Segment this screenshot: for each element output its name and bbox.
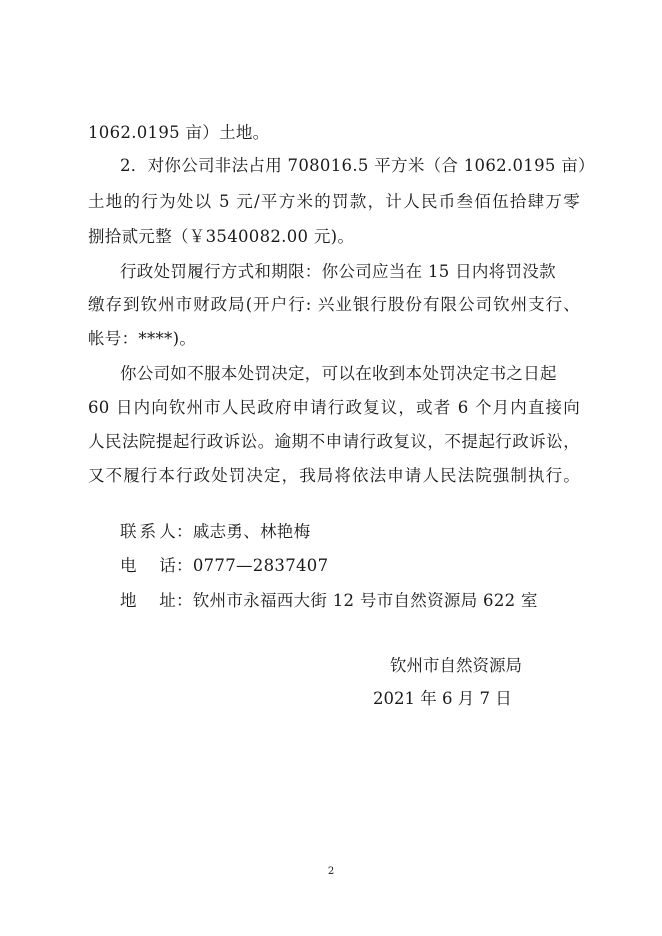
contact-person-colon: ： [176, 522, 193, 541]
paragraph-1-line-end: 1062.0195 亩）土地。 [88, 123, 270, 142]
contact-phone-label: 电话 [120, 556, 176, 575]
contact-phone-row [120, 555, 328, 577]
contact-person-label: 联系人 [120, 522, 176, 541]
paragraph-4-line-1: 你公司如不服本处罚决定，可以在收到本处罚决定书之日起 [120, 364, 557, 383]
contact-address-row [120, 590, 538, 612]
issue-date: 2021 年 6 月 7 日 [373, 689, 512, 708]
contact-address-colon: ： [176, 591, 193, 610]
page-number: 2 [327, 866, 335, 877]
paragraph-3-line-1: 行政处罚履行方式和期限：你公司应当在 15 日内将罚没款 [120, 262, 556, 281]
paragraph-4-line-2: 60 日内向钦州市人民政府申请行政复议，或者 6 个月内直接向 [88, 398, 580, 417]
contact-address-value: 钦州市永福西大街 12 号市自然资源局 622 室 [192, 591, 538, 610]
contact-person-row [120, 521, 310, 543]
paragraph-3-line-3: 帐号：****)。 [88, 329, 197, 348]
paragraph-2-line-2: 土地的行为处以 5 元/平方米的罚款，计人民币叁佰伍拾肆万零 [88, 192, 580, 211]
paragraph-3-line-2: 缴存到钦州市财政局(开户行: 兴业银行股份有限公司钦州支行、 [88, 295, 580, 314]
paragraph-2-line-3: 捌拾贰元整（￥3540082.00 元)。 [88, 227, 355, 246]
contact-phone-value: 0777—2837407 [192, 556, 329, 575]
paragraph-4-line-3: 人民法院提起行政诉讼。逾期不申请行政复议，不提起行政诉讼， [88, 432, 580, 451]
contact-phone-colon: ： [176, 556, 193, 575]
issuer-name: 钦州市自然资源局 [390, 656, 522, 675]
contact-address-label: 地址 [120, 591, 176, 610]
contact-person-value: 戚志勇、林艳梅 [192, 522, 311, 541]
paragraph-4-line-4: 又不履行本行政处罚决定，我局将依法申请人民法院强制执行。 [88, 466, 580, 485]
paragraph-2-line-1: 2．对你公司非法占用 708016.5 平方米（合 1062.0195 亩） [120, 156, 595, 175]
